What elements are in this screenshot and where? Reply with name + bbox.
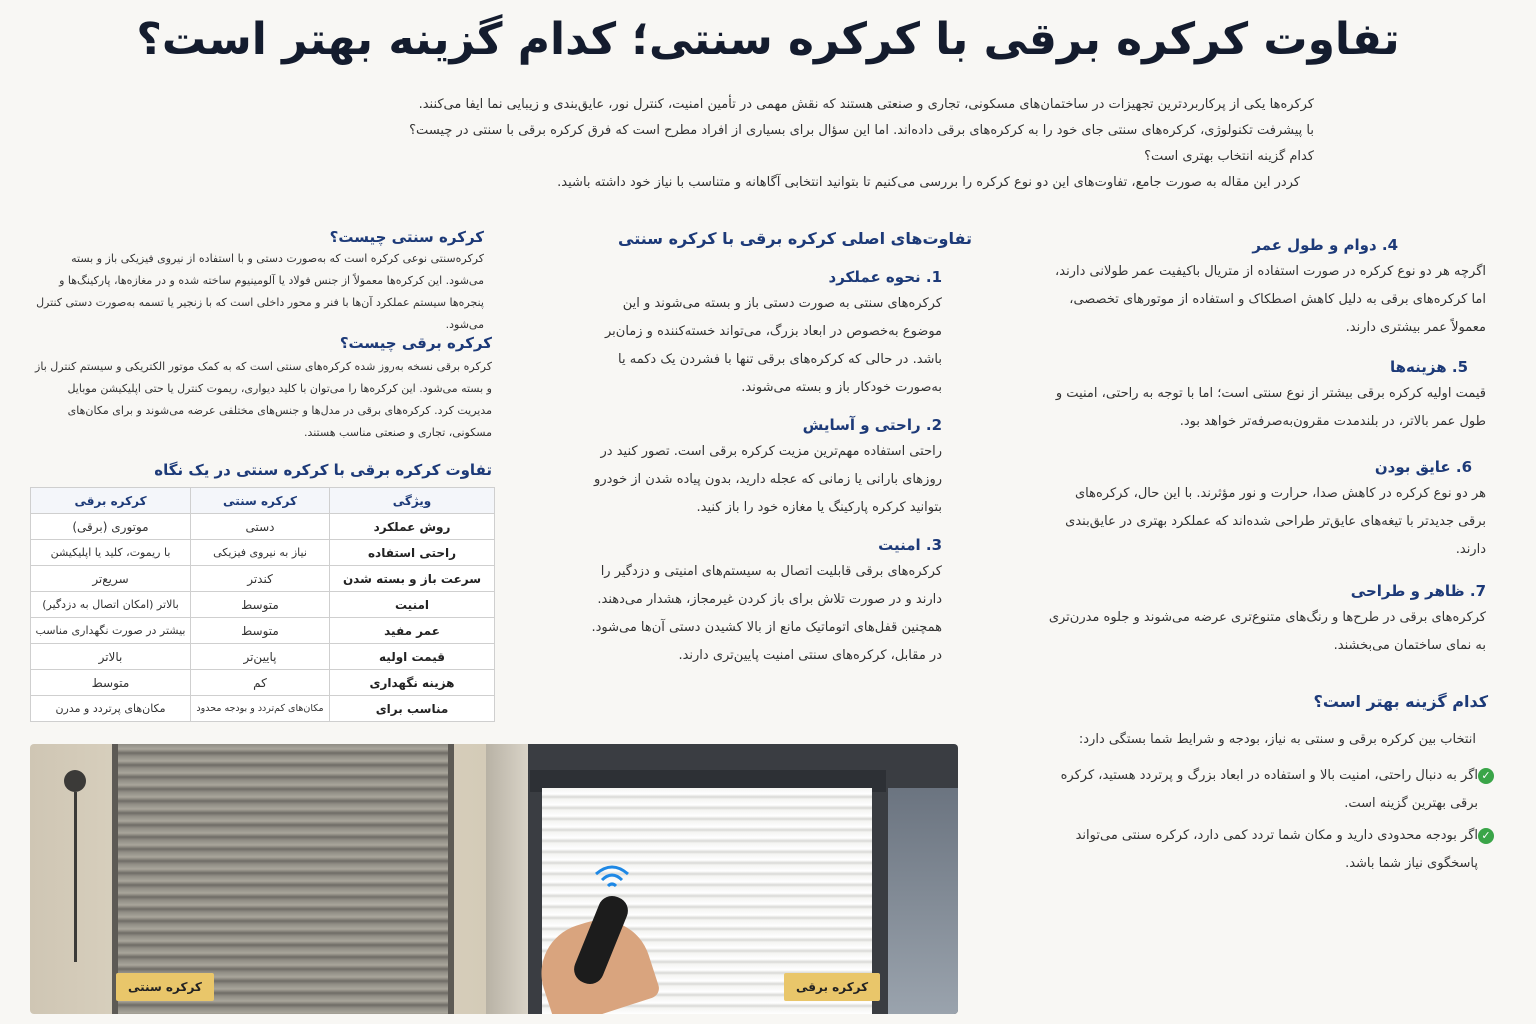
table-cell: بیشتر در صورت نگهداری مناسب — [31, 618, 191, 644]
table-cell: مناسب برای — [330, 696, 495, 722]
section-design-text: کرکره‌های برقی در طرح‌ها و رنگ‌های متنوع‌تری عرضه می‌شوند و جلوه مدرن‌تری به نمای ساختمان می‌بخشند. — [1048, 610, 1486, 653]
table-header-row — [31, 488, 495, 514]
section-security-heading: 3. امنیت — [878, 536, 942, 554]
page-title: تفاوت کرکره برقی با کرکره سنتی؛ کدام گزینه بهتر است؟ — [136, 14, 1400, 65]
differences-heading: تفاوت‌های اصلی کرکره برقی با کرکره سنتی — [618, 229, 972, 248]
comparison-photo — [30, 744, 958, 1014]
table-row — [31, 592, 495, 618]
section-design-heading: 7. ظاهر و طراحی — [1350, 582, 1486, 600]
chain-icon — [74, 792, 77, 962]
table-cell: قیمت اولیه — [330, 644, 495, 670]
table-cell: مکان‌های کم‌تردد و بودجه محدود — [191, 696, 330, 722]
section-operation-text: کرکره‌های سنتی به صورت دستی باز و بسته می‌شوند و این موضوع به‌خصوص در ابعاد بزرگ، می‌تواند خسته‌کننده و زمان‌بر باشد. در حالی که کرکره‌های برقی تنها با فشردن یک دکمه یا به‌صورت خودکار باز و بسته می‌شوند. — [605, 296, 942, 395]
table-cell: امنیت — [330, 592, 495, 618]
table-cell: مکان‌های پرتردد و مدرن — [31, 696, 191, 722]
traditional-section — [32, 228, 484, 336]
section-comfort-heading: 2. راحتی و آسایش — [802, 416, 942, 434]
label-electric: کرکره برقی — [784, 973, 880, 1001]
electric-section — [32, 334, 492, 444]
table-cell: متوسط — [191, 592, 330, 618]
which-better-intro: انتخاب بین کرکره برقی و سنتی به نیاز، بودجه و شرایط شما بستگی دارد: — [1078, 732, 1476, 747]
table-row — [31, 696, 495, 722]
table-row — [31, 618, 495, 644]
divider-column — [486, 744, 528, 1014]
traditional-heading: کرکره سنتی چیست؟ — [329, 228, 484, 246]
table-cell: موتوری (برقی) — [31, 514, 191, 540]
section-insulation-text: هر دو نوع کرکره در کاهش صدا، حرارت و نور مؤثرند. با این حال، کرکره‌های برقی جدیدتر با تیغه‌های عایق‌تر طراحی شده‌اند که عملکرد بهتری در عایق‌بندی دارند. — [1065, 486, 1486, 557]
table-cell: با ریموت، کلید یا اپلیکیشن — [31, 540, 191, 566]
section-operation-heading: 1. نحوه عملکرد — [828, 268, 942, 286]
section-costs-text: قیمت اولیه کرکره برقی بیشتر از نوع سنتی است؛ اما با توجه به راحتی، امنیت و طول عمر بالاتر، در بلندمدت مقرون‌به‌صرفه‌تر خواهد بود. — [1055, 386, 1486, 429]
section-design — [1046, 582, 1486, 660]
intro-paragraph-2: با پیشرفت تکنولوژی، کرکره‌های سنتی جای خود را به کرکره‌های برقی داده‌اند. اما این سؤال برای بسیاری از افراد مطرح است که فرق کرکره برقی با سنتی در چیست؟ — [409, 123, 1314, 138]
table-cell: نیاز به نیروی فیزیکی — [191, 540, 330, 566]
wireless-signal-icon — [590, 862, 634, 892]
bullet-traditional: اگر بودجه محدودی دارید و مکان شما تردد کمی دارد، کرکره سنتی می‌تواند پاسخگوی نیاز شما باشد. — [1075, 828, 1478, 871]
table-row — [31, 670, 495, 696]
table-cell: کم — [191, 670, 330, 696]
electric-text: کرکره برقی نسخه به‌روز شده کرکره‌های سنتی است که به کمک موتور الکتریکی و سیستم کنترل باز و بسته می‌شود. این کرکره‌ها را می‌توان با کلید دیواری، ریموت کنترل یا حتی اپلیکیشن موبایل مدیریت کرد. کرکره‌های برقی در مدل‌ها و جنس‌های مختلفی عرضه می‌شوند و برای مکان‌های مسکونی، تجاری و صنعتی مناسب هستند. — [35, 360, 492, 439]
table-cell: بالاتر — [31, 644, 191, 670]
table-cell: روش عملکرد — [330, 514, 495, 540]
table-row — [31, 540, 495, 566]
table-cell: هزینه نگهداری — [330, 670, 495, 696]
bullet-electric: اگر به دنبال راحتی، امنیت بالا و استفاده در ابعاد بزرگ و پرتردد هستید، کرکره برقی بهترین گزینه است. — [1060, 768, 1478, 811]
table-row — [31, 514, 495, 540]
intro-paragraph-1: کرکره‌ها یکی از پرکاربردترین تجهیزات در ساختمان‌های مسکونی، تجاری و صنعتی هستند که نقش مهمی در تأمین امنیت، کنترل نور، عایق‌بندی و زیبایی نما ایفا می‌کنند. — [418, 97, 1314, 112]
intro — [249, 92, 1314, 196]
pulley-icon — [64, 770, 86, 792]
table-cell: سرعت باز و بسته شدن — [330, 566, 495, 592]
table-cell: بالاتر (امکان اتصال به دزدگیر) — [31, 592, 191, 618]
table-row — [31, 566, 495, 592]
table-cell: پایین‌تر — [191, 644, 330, 670]
table-header-electric: کرکره برقی — [31, 488, 191, 514]
table-cell: متوسط — [191, 618, 330, 644]
table-cell: کندتر — [191, 566, 330, 592]
electric-heading: کرکره برقی چیست؟ — [339, 334, 492, 352]
check-icon: ✓ — [1478, 828, 1494, 844]
table-heading: تفاوت کرکره برقی با کرکره سنتی در یک نگاه — [154, 461, 492, 479]
glass-window — [888, 788, 958, 1014]
table-row — [31, 644, 495, 670]
comparison-table — [30, 487, 495, 722]
intro-paragraph-3: کدام گزینه انتخاب بهتری است؟ — [1144, 149, 1314, 164]
section-operation — [586, 268, 942, 402]
table-cell: راحتی استفاده — [330, 540, 495, 566]
table-cell: دستی — [191, 514, 330, 540]
table-cell: متوسط — [31, 670, 191, 696]
section-costs-heading: 5. هزینه‌ها — [1390, 358, 1468, 376]
section-insulation-heading: 6. عایق بودن — [1374, 458, 1472, 476]
table-header-feature: ویژگی — [330, 488, 495, 514]
section-durability-heading: 4. دوام و طول عمر — [1252, 236, 1398, 254]
check-icon: ✓ — [1478, 768, 1494, 784]
section-comfort-text: راحتی استفاده مهم‌ترین مزیت کرکره برقی است. تصور کنید در روزهای بارانی یا زمانی که عجله دارید، بدون پیاده شدن از خودرو بتوانید کرکره پارکینگ یا مغازه خود را باز کنید. — [594, 444, 942, 515]
label-traditional: کرکره سنتی — [116, 973, 214, 1001]
which-better-heading: کدام گزینه بهتر است؟ — [1313, 692, 1488, 711]
section-durability — [1046, 236, 1486, 342]
table-cell: سریع‌تر — [31, 566, 191, 592]
section-security — [586, 536, 942, 670]
section-security-text: کرکره‌های برقی قابلیت اتصال به سیستم‌های امنیتی و دزدگیر را دارند و در صورت تلاش برای باز کردن غیرمجاز، هشدار می‌دهند. همچنین قفل‌های اتوماتیک مانع از بالا کشیدن دستی آن‌ها می‌شود. در مقابل، کرکره‌های سنتی امنیت پایین‌تری دارند. — [591, 564, 942, 663]
table-header-traditional: کرکره سنتی — [191, 488, 330, 514]
section-durability-text: اگرچه هر دو نوع کرکره در صورت استفاده از متریال باکیفیت عمر طولانی دارند، اما کرکره‌های برقی به دلیل کاهش اصطکاک و استفاده از موتورهای تخصصی، معمولاً عمر بیشتری دارند. — [1055, 264, 1486, 335]
traditional-text: کرکره‌سنتی نوعی کرکره است که به‌صورت دستی و با استفاده از نیروی فیزیکی باز و بسته می‌شود. این کرکره‌ها معمولاً از جنس فولاد یا آلومینیوم ساخته شده و در مغازه‌ها، پارکینگ‌ها و پنجره‌ها سیستم عملکرد آن‌ها با فنر و محور داخلی است که با زنجیر یا تسمه به‌صورت دستی کنترل می‌شود. — [36, 252, 484, 331]
section-costs — [1046, 358, 1486, 436]
section-insulation — [1046, 458, 1486, 564]
intro-paragraph-4: کردر این مقاله به صورت جامع، تفاوت‌های این دو نوع کرکره را بررسی می‌کنیم تا بتوانید انتخابی آگاهانه و متناسب با نیاز خود داشته باشید. — [557, 175, 1300, 190]
section-comfort — [586, 416, 942, 522]
table-cell: عمر مفید — [330, 618, 495, 644]
